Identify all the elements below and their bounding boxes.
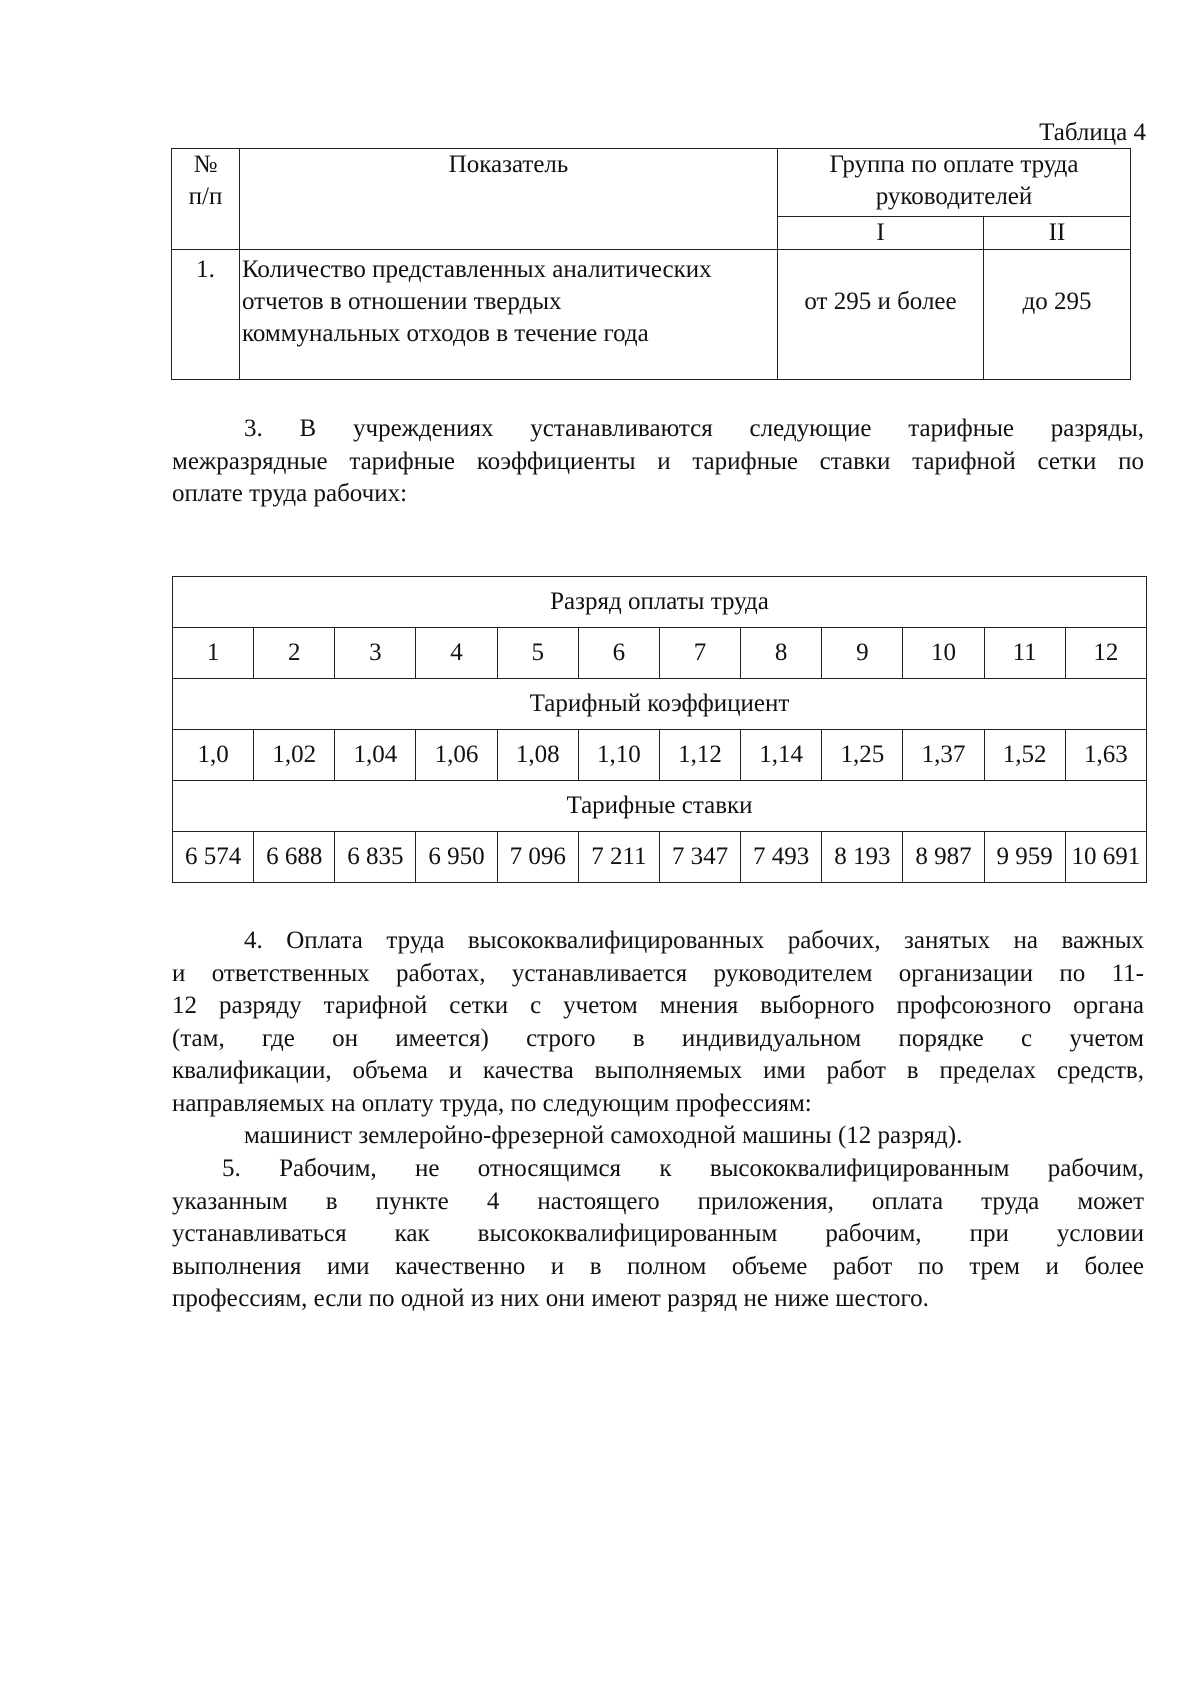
grade-cell: 3	[335, 628, 416, 679]
grade-cell: 11	[984, 628, 1065, 679]
grade-cell: 12	[1065, 628, 1146, 679]
para4-line2: и ответственных работах, устанавливается руководителем организации по 11-	[172, 959, 1144, 987]
grade-cell: 8	[741, 628, 822, 679]
rates-row	[173, 832, 1147, 883]
para5-line1: 5. Рабочим, не относящимся к высококвалифицированным рабочим,	[222, 1155, 1144, 1182]
tariff-grade-table	[172, 576, 1147, 883]
rate-cell: 7 493	[741, 832, 822, 883]
rate-cell: 6 688	[254, 832, 335, 883]
header-num	[172, 149, 240, 250]
coefficient-cell: 1,63	[1065, 730, 1146, 781]
header-group	[778, 149, 1131, 217]
row-indicator-line3: коммунальных отходов в течение года	[242, 320, 649, 347]
coefficient-header: Тарифный коэффициент	[173, 679, 1147, 730]
para5-line3: устанавливаться как высококвалифицированным рабочим, при условии	[172, 1220, 1144, 1247]
rate-cell: 8 193	[822, 832, 903, 883]
para4-line3: 12 разряду тарифной сетки с учетом мнения выборного профсоюзного органа	[172, 992, 1144, 1019]
paragraph-4	[172, 925, 1144, 1153]
coefficient-cell: 1,25	[822, 730, 903, 781]
para4-line6: направляемых на оплату труда, по следующим профессиям:	[172, 1089, 812, 1117]
header-group-line2: руководителей	[875, 183, 1033, 210]
table-caption: Таблица 4	[1039, 119, 1146, 146]
rate-cell: 7 211	[578, 832, 659, 883]
rate-cell: 7 096	[497, 832, 578, 883]
rate-cell: 6 574	[173, 832, 254, 883]
row-indicator	[240, 250, 778, 380]
coefficient-cell: 1,12	[659, 730, 740, 781]
para4-line4: (там, где он имеется) строго в индивидуальном порядке с учетом	[172, 1024, 1144, 1052]
rate-cell: 6 835	[335, 832, 416, 883]
manager-group-table	[171, 148, 1131, 380]
para3-line1: 3. В учреждениях устанавливаются следующие тарифные разряды,	[244, 415, 1144, 442]
grade-cell: 4	[416, 628, 497, 679]
grade-cell: 10	[903, 628, 984, 679]
grades-row	[173, 628, 1147, 679]
para5-line2: указанным в пункте 4 настоящего приложения, оплата труда может	[172, 1187, 1144, 1215]
rate-cell: 10 691	[1065, 832, 1146, 883]
para3-line3: оплате труда рабочих:	[172, 480, 408, 507]
coefficient-cell: 1,06	[416, 730, 497, 781]
rate-cell: 7 347	[659, 832, 740, 883]
grade-cell: 2	[254, 628, 335, 679]
rate-cell: 8 987	[903, 832, 984, 883]
coefficient-cell: 1,52	[984, 730, 1065, 781]
coefficient-cell: 1,08	[497, 730, 578, 781]
grade-cell: 6	[578, 628, 659, 679]
table-row	[172, 250, 1131, 380]
row-num: 1.	[172, 250, 240, 380]
header-num-line1: №	[193, 151, 218, 178]
header-num-line2: п/п	[188, 183, 223, 210]
rates-header: Тарифные ставки	[173, 781, 1147, 832]
coefficient-cell: 1,04	[335, 730, 416, 781]
para5-line4: выполнения ими качественно и в полном объеме работ по трем и более	[172, 1252, 1144, 1280]
coefficient-cell: 1,02	[254, 730, 335, 781]
coefficient-cell: 1,0	[173, 730, 254, 781]
row-group2-value: до 295	[984, 250, 1131, 380]
row-group1-value: от 295 и более	[778, 250, 984, 380]
header-group-ii: II	[984, 217, 1131, 250]
para4-line1: 4. Оплата труда высококвалифицированных рабочих, занятых на важных	[244, 927, 1144, 954]
rate-cell: 9 959	[984, 832, 1065, 883]
paragraph-5	[172, 1153, 1144, 1316]
coefficients-row	[173, 730, 1147, 781]
grade-cell: 1	[173, 628, 254, 679]
rate-cell: 6 950	[416, 832, 497, 883]
coefficient-cell: 1,37	[903, 730, 984, 781]
para4-profession: машинист землеройно-фрезерной самоходной машины (12 разряд).	[244, 1122, 963, 1149]
paragraph-3	[172, 413, 1144, 511]
grade-cell: 9	[822, 628, 903, 679]
row-indicator-line1: Количество представленных аналитических	[242, 256, 712, 283]
row-indicator-line2: отчетов в отношении твердых	[242, 288, 562, 315]
para3-line2: межразрядные тарифные коэффициенты и тарифные ставки тарифной сетки по	[172, 447, 1144, 475]
coefficient-cell: 1,10	[578, 730, 659, 781]
para4-line5: квалификации, объема и качества выполняемых ими работ в пределах средств,	[172, 1057, 1144, 1084]
header-indicator: Показатель	[240, 149, 778, 250]
para5-line5: профессиям, если по одной из них они имеют разряд не ниже шестого.	[172, 1285, 929, 1312]
grade-cell: 5	[497, 628, 578, 679]
coefficient-cell: 1,14	[741, 730, 822, 781]
grade-cell: 7	[659, 628, 740, 679]
grade-header: Разряд оплаты труда	[173, 577, 1147, 628]
header-group-line1: Группа по оплате труда	[829, 151, 1079, 178]
header-group-i: I	[778, 217, 984, 250]
